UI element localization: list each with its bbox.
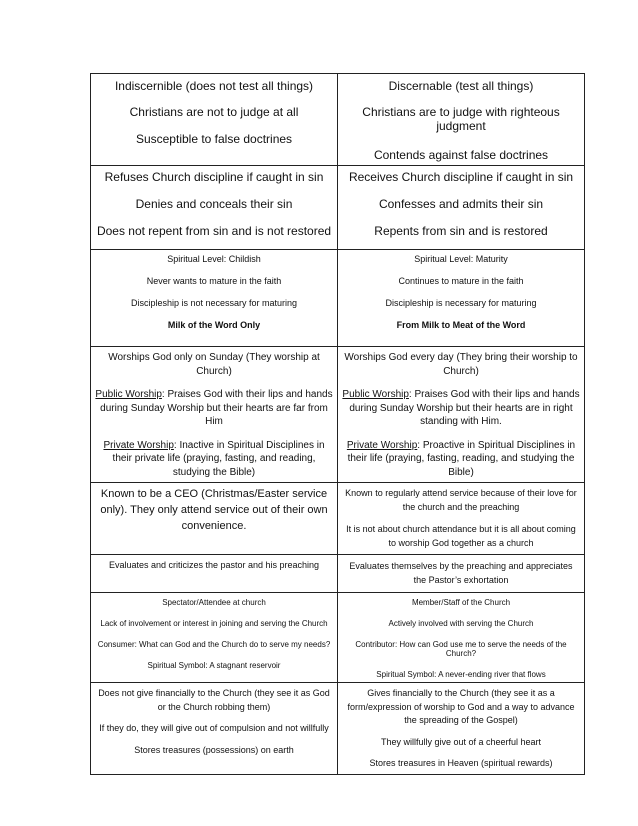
private-worship-label: Private Worship xyxy=(346,439,418,451)
cell-line: Worships God every day (They bring their worship to Church) xyxy=(344,352,578,377)
right-cell xyxy=(338,74,585,166)
cell-line: Continues to mature in the faith xyxy=(398,276,524,286)
table-row xyxy=(91,250,585,347)
right-cell xyxy=(338,347,585,483)
table-row xyxy=(91,166,585,250)
cell-line: Spiritual Symbol: A stagnant reservoir xyxy=(147,661,281,670)
cell-line: Refuses Church discipline if caught in sin xyxy=(104,170,324,184)
cell-line: Consumer: What can God and the Church do to serve my needs? xyxy=(97,640,331,649)
cell-line: From Milk to Meat of the Word xyxy=(396,320,526,330)
right-cell xyxy=(338,593,585,683)
cell-line: Spectator/Attendee at church xyxy=(162,598,266,607)
cell-line: Discipleship is necessary for maturing xyxy=(385,298,537,308)
table-row xyxy=(91,347,585,483)
cell-line: Milk of the Word Only xyxy=(167,320,261,330)
cell-text: : Praises God with their lips and hands during Sunday Worship but their hearts are in right standing with Him. xyxy=(349,389,580,427)
table-row xyxy=(91,483,585,555)
left-cell xyxy=(91,166,338,250)
table-row xyxy=(91,555,585,593)
cell-line: Discernable (test all things) xyxy=(388,79,534,93)
private-worship-label: Private Worship xyxy=(103,439,174,451)
cell-line: Discipleship is not necessary for maturing xyxy=(130,298,298,308)
cell-line: Lack of involvement or interest in joining and serving the Church xyxy=(100,619,328,628)
cell-line: Christians are not to judge at all xyxy=(129,105,299,119)
cell-line xyxy=(95,388,333,429)
left-cell xyxy=(91,250,338,347)
cell-line: Receives Church discipline if caught in sin xyxy=(348,170,574,184)
left-cell xyxy=(91,683,338,775)
cell-line: Never wants to mature in the faith xyxy=(146,276,282,286)
cell-line: They willfully give out of a cheerful heart xyxy=(380,736,542,747)
right-cell xyxy=(338,683,585,775)
right-cell xyxy=(338,483,585,555)
cell-line: Spiritual Symbol: A never-ending river that flows xyxy=(376,670,546,679)
cell-line: Worships God only on Sunday (They worship at Church) xyxy=(108,352,320,377)
cell-line: Repents from sin and is restored xyxy=(374,224,548,238)
cell-line: Denies and conceals their sin xyxy=(135,197,293,211)
cell-line: Spiritual Level: Childish xyxy=(167,254,261,264)
cell-line: It is not about church attendance but it is all about coming to worship God together as a church xyxy=(346,523,576,548)
public-worship-label: Public Worship xyxy=(342,389,409,400)
right-cell xyxy=(338,250,585,347)
cell-text: : Inactive in Spiritual Disciplines in their private life (praying, fasting, and reading, studying the Bible) xyxy=(112,439,325,478)
left-cell xyxy=(91,483,338,555)
cell-line: Known to regularly attend service because of their love for the church and the preaching xyxy=(345,488,577,512)
cell-line: Evaluates themselves by the preaching and appreciates the Pastor’s exhortation xyxy=(349,561,573,585)
comparison-table xyxy=(90,73,585,775)
cell-line: Christians are to judge with righteous judgment xyxy=(362,105,560,133)
cell-line: Does not repent from sin and is not restored xyxy=(96,224,332,238)
right-cell xyxy=(338,555,585,593)
cell-line xyxy=(342,388,580,429)
cell-line: Member/Staff of the Church xyxy=(411,598,511,607)
left-cell xyxy=(91,74,338,166)
table-row xyxy=(91,683,585,775)
cell-line: Susceptible to false doctrines xyxy=(135,132,293,146)
cell-line: Actively involved with serving the Church xyxy=(388,619,534,628)
cell-line: Confesses and admits their sin xyxy=(378,197,544,211)
cell-line: Gives financially to the Church (they see it as a form/expression of worship to God and a way to advance the spreading of the Gospel) xyxy=(347,688,575,725)
cell-line: Stores treasures (possessions) on earth xyxy=(134,744,294,755)
cell-line: Stores treasures in Heaven (spiritual rewards) xyxy=(369,758,553,768)
left-cell xyxy=(91,593,338,683)
cell-line: Evaluates and criticizes the pastor and his preaching xyxy=(108,560,320,570)
table-row xyxy=(91,74,585,166)
left-cell xyxy=(91,555,338,593)
table-row xyxy=(91,593,585,683)
cell-line: Spiritual Level: Maturity xyxy=(414,254,508,264)
right-cell xyxy=(338,166,585,250)
cell-line xyxy=(342,439,580,480)
cell-line: Does not give financially to the Church (they see it as God or the Church robbing them) xyxy=(98,688,330,712)
cell-line xyxy=(95,439,333,480)
left-cell xyxy=(91,347,338,483)
cell-line: Contends against false doctrines xyxy=(373,148,549,162)
public-worship-label: Public Worship xyxy=(95,389,162,400)
cell-line: Known to be a CEO (Christmas/Easter service only). They only attend service out of their own convenience. xyxy=(100,488,328,532)
cell-text: : Proactive in Spiritual Disciplines in their life (praying, fasting, reading, and studying the Bible) xyxy=(347,439,576,478)
cell-text: : Praises God with their lips and hands during Sunday Worship but their hearts are far from Him xyxy=(100,389,333,427)
cell-line: Contributor: How can God use me to serve the needs of the Church? xyxy=(355,640,567,658)
cell-line: If they do, they will give out of compulsion and not willfully xyxy=(99,723,329,733)
cell-line: Indiscernible (does not test all things) xyxy=(114,79,314,93)
